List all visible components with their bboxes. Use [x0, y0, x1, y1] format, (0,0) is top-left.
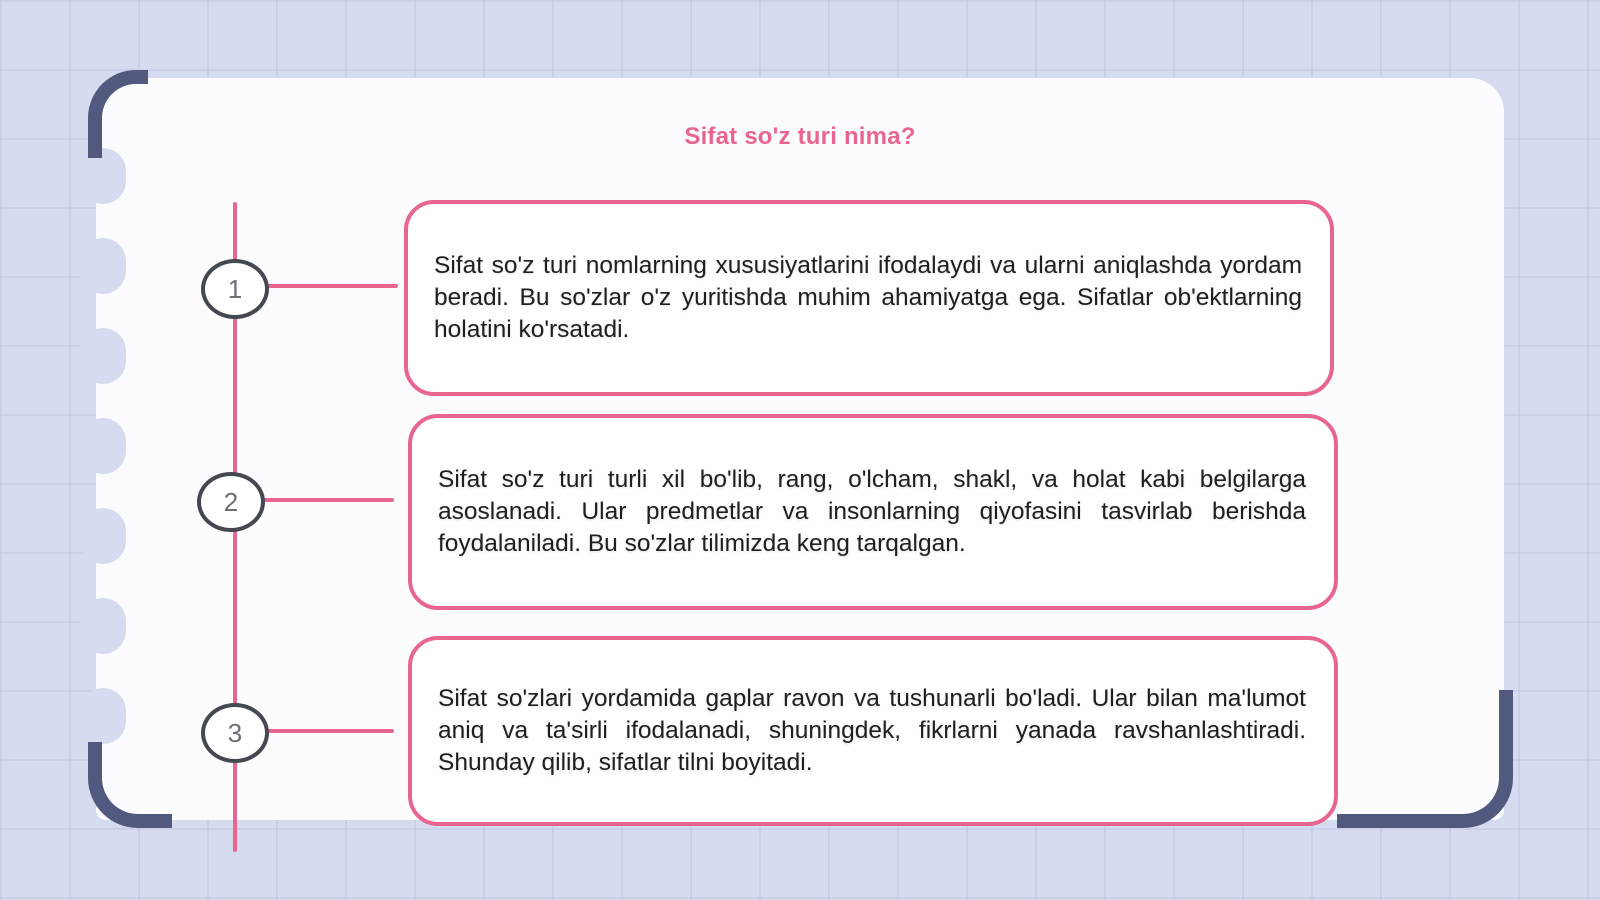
- info-card: [408, 414, 1338, 610]
- corner-bracket-bottom-right: [1337, 690, 1513, 828]
- binding-notch: [80, 688, 126, 744]
- timeline-marker: [201, 703, 269, 763]
- info-card: [408, 636, 1338, 826]
- binding-notch: [80, 328, 126, 384]
- timeline-connector: [258, 498, 394, 502]
- timeline-connector: [262, 284, 398, 288]
- marker-number: 2: [223, 486, 239, 517]
- marker-number: 3: [227, 717, 243, 748]
- binding-notch: [80, 418, 126, 474]
- timeline-marker: [201, 259, 269, 319]
- card-text: Sifat so'z turi nomlarning xususiyatlarini ifodalaydi va ularni aniqlashda yordam beradi. Bu so'zlar o'z yuritishda muhim ahamiyatga ega. Sifatlar ob'ektlarning holatini ko'rsatadi.: [434, 252, 1302, 343]
- card-text: Sifat so'zlari yordamida gaplar ravon va tushunarli bo'ladi. Ular bilan ma'lumot aniq va ta'sirli ifodalanadi, shuningdek, fikrlarni yanada ravshanlashtiradi. Shunday qilib, sifatlar tilni boyitadi.: [438, 685, 1306, 776]
- timeline-connector: [262, 729, 394, 733]
- binding-notch: [80, 508, 126, 564]
- binding-notch: [80, 598, 126, 654]
- info-card: [404, 200, 1334, 396]
- binding-notch: [80, 238, 126, 294]
- card-text: Sifat so'z turi turli xil bo'lib, rang, o'lcham, shakl, va holat kabi belgilarga asoslanadi. Ular predmetlar va insonlarning qiyofasini tasvirlab berishda foydalaniladi. Bu so'zlar tilimizda keng tarqalgan.: [438, 466, 1306, 557]
- timeline-marker: [197, 472, 265, 532]
- marker-number: 1: [227, 273, 243, 304]
- slide-title: Sifat so'z turi nima?: [684, 123, 916, 150]
